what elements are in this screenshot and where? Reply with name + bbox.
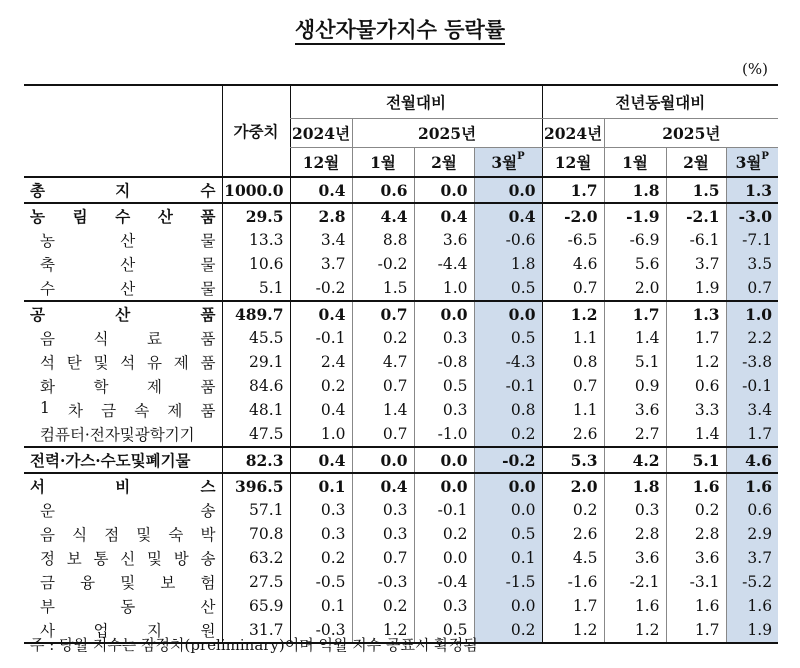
value-cell: -2.0 — [542, 203, 604, 228]
row-label: 사 업 지 원 — [40, 622, 216, 640]
weight-cell: 31.7 — [222, 618, 290, 643]
value-cell: 1.8 — [604, 177, 666, 203]
value-cell: 0.4 — [474, 203, 542, 228]
ppi-table — [24, 84, 778, 644]
value-cell: 1.0 — [414, 276, 474, 301]
value-cell: 0.4 — [290, 301, 352, 326]
value-cell: 2.2 — [726, 326, 778, 350]
value-cell: 0.0 — [474, 594, 542, 618]
weight-cell: 27.5 — [222, 570, 290, 594]
value-cell: 1.6 — [726, 473, 778, 498]
value-cell: 0.3 — [290, 522, 352, 546]
value-cell: 0.3 — [290, 498, 352, 522]
table-row — [24, 326, 778, 350]
month-header: 1월 — [604, 148, 666, 178]
value-cell: -0.8 — [414, 350, 474, 374]
value-cell: 2.0 — [542, 473, 604, 498]
yoy-header: 전년동월대비 — [542, 85, 778, 119]
value-cell: 0.3 — [414, 326, 474, 350]
value-cell: -4.4 — [414, 252, 474, 276]
value-cell: 0.5 — [414, 374, 474, 398]
row-label: 석 탄 및 석 유 제 품 — [40, 354, 216, 372]
weight-cell: 48.1 — [222, 398, 290, 422]
month-header: 1월 — [352, 148, 414, 178]
value-cell: 0.0 — [474, 498, 542, 522]
value-cell: -0.6 — [474, 228, 542, 252]
value-cell: 0.5 — [474, 276, 542, 301]
row-label: 농 림 수 산 품 — [24, 203, 222, 228]
value-cell: 2.8 — [290, 203, 352, 228]
value-cell: -0.2 — [352, 252, 414, 276]
value-cell: 1.4 — [604, 326, 666, 350]
value-cell: 1.7 — [604, 301, 666, 326]
value-cell: 5.1 — [604, 350, 666, 374]
value-cell: 0.6 — [726, 498, 778, 522]
value-cell: 5.6 — [604, 252, 666, 276]
value-cell: 0.2 — [352, 326, 414, 350]
value-cell: -0.2 — [474, 447, 542, 473]
value-cell: 0.8 — [474, 398, 542, 422]
value-cell: 0.2 — [666, 498, 726, 522]
mom-header: 전월대비 — [290, 85, 542, 119]
month-header: 12월 — [542, 148, 604, 178]
weight-cell: 29.5 — [222, 203, 290, 228]
value-cell: 0.2 — [290, 374, 352, 398]
value-cell: 2.9 — [726, 522, 778, 546]
weight-cell: 57.1 — [222, 498, 290, 522]
month-header: 2월 — [414, 148, 474, 178]
row-label: 정 보 통 신 및 방 송 — [40, 550, 216, 568]
row-label: 1 차 금 속 제 품 — [40, 399, 216, 420]
value-cell: 1.5 — [666, 177, 726, 203]
value-cell: 0.3 — [414, 594, 474, 618]
year-2025-header: 2025년 — [604, 119, 778, 148]
value-cell: 0.4 — [352, 473, 414, 498]
value-cell: 2.6 — [542, 422, 604, 447]
row-label: 음 식 점 및 숙 박 — [40, 526, 216, 544]
weight-cell: 29.1 — [222, 350, 290, 374]
value-cell: -0.4 — [414, 570, 474, 594]
value-cell: 4.2 — [604, 447, 666, 473]
table-row — [24, 422, 778, 447]
value-cell: 0.7 — [352, 301, 414, 326]
value-cell: 3.4 — [290, 228, 352, 252]
value-cell: 0.5 — [474, 326, 542, 350]
weight-cell: 396.5 — [222, 473, 290, 498]
value-cell: 3.6 — [666, 546, 726, 570]
value-cell: 2.7 — [604, 422, 666, 447]
value-cell: 4.5 — [542, 546, 604, 570]
value-cell: 3.4 — [726, 398, 778, 422]
value-cell: 1.3 — [666, 301, 726, 326]
table-row — [24, 228, 778, 252]
month-header: 2월 — [666, 148, 726, 178]
value-cell: 3.6 — [414, 228, 474, 252]
value-cell: 1.1 — [542, 398, 604, 422]
label-header — [24, 85, 222, 177]
weight-cell: 84.6 — [222, 374, 290, 398]
value-cell: -0.3 — [352, 570, 414, 594]
table-row — [24, 473, 778, 498]
value-cell: -3.8 — [726, 350, 778, 374]
weight-cell: 13.3 — [222, 228, 290, 252]
month-header: 12월 — [290, 148, 352, 178]
month-header-preliminary: 3월$^P$ — [726, 148, 778, 178]
value-cell: 1.6 — [666, 473, 726, 498]
value-cell: 4.7 — [352, 350, 414, 374]
value-cell: -2.1 — [604, 570, 666, 594]
value-cell: -3.1 — [666, 570, 726, 594]
year-2024-header: 2024년 — [542, 119, 604, 148]
value-cell: 3.3 — [666, 398, 726, 422]
value-cell: 3.7 — [290, 252, 352, 276]
value-cell: -3.0 — [726, 203, 778, 228]
table-row — [24, 301, 778, 326]
value-cell: 3.7 — [726, 546, 778, 570]
table-row — [24, 398, 778, 422]
row-label: 운 송 — [40, 502, 216, 520]
value-cell: 0.0 — [414, 546, 474, 570]
value-cell: 1.8 — [474, 252, 542, 276]
value-cell: 0.3 — [352, 498, 414, 522]
value-cell: 0.0 — [414, 177, 474, 203]
value-cell: 1.9 — [666, 276, 726, 301]
value-cell: 1.4 — [352, 398, 414, 422]
value-cell: -0.1 — [290, 326, 352, 350]
value-cell: 0.1 — [290, 594, 352, 618]
value-cell: 0.7 — [352, 546, 414, 570]
row-label: 전력·가스·수도및폐기물 — [24, 447, 222, 473]
row-label: 컴퓨터·전자및광학기기 — [24, 422, 222, 447]
weight-header: 가중치 — [222, 85, 290, 177]
table-row — [24, 447, 778, 473]
value-cell: 4.6 — [726, 447, 778, 473]
value-cell: -0.3 — [290, 618, 352, 643]
value-cell: 1.2 — [352, 618, 414, 643]
table-row — [24, 177, 778, 203]
weight-cell: 47.5 — [222, 422, 290, 447]
value-cell: -0.5 — [290, 570, 352, 594]
value-cell: 0.3 — [414, 398, 474, 422]
row-label: 음 식 료 품 — [40, 330, 216, 348]
value-cell: 1.2 — [542, 618, 604, 643]
value-cell: -6.5 — [542, 228, 604, 252]
page-title: 생산자물가지수 등락률 — [0, 14, 800, 44]
value-cell: 1.9 — [726, 618, 778, 643]
value-cell: 4.6 — [542, 252, 604, 276]
value-cell: -5.2 — [726, 570, 778, 594]
value-cell: 1.0 — [290, 422, 352, 447]
weight-cell: 63.2 — [222, 546, 290, 570]
value-cell: 0.6 — [666, 374, 726, 398]
value-cell: 1.0 — [726, 301, 778, 326]
value-cell: 0.3 — [352, 522, 414, 546]
value-cell: 1.1 — [542, 326, 604, 350]
table-row — [24, 203, 778, 228]
value-cell: 0.2 — [352, 594, 414, 618]
value-cell: -0.2 — [290, 276, 352, 301]
value-cell: 0.5 — [474, 522, 542, 546]
value-cell: -0.1 — [474, 374, 542, 398]
value-cell: 1.6 — [604, 594, 666, 618]
weight-cell: 489.7 — [222, 301, 290, 326]
weight-cell: 45.5 — [222, 326, 290, 350]
row-label: 화 학 제 품 — [40, 378, 216, 396]
value-cell: 1.2 — [604, 618, 666, 643]
value-cell: 1.3 — [726, 177, 778, 203]
month-header-preliminary: 3월$^P$ — [474, 148, 542, 178]
value-cell: 5.3 — [542, 447, 604, 473]
row-label: 총 지 수 — [24, 177, 222, 203]
value-cell: -0.1 — [726, 374, 778, 398]
value-cell: 0.4 — [290, 177, 352, 203]
row-label: 금 융 및 보 험 — [40, 574, 216, 592]
value-cell: 0.7 — [726, 276, 778, 301]
value-cell: 0.0 — [474, 177, 542, 203]
value-cell: 1.7 — [666, 326, 726, 350]
weight-cell: 70.8 — [222, 522, 290, 546]
row-label: 농 산 물 — [40, 232, 216, 250]
table-row — [24, 570, 778, 594]
value-cell: 2.8 — [604, 522, 666, 546]
row-label: 수 산 물 — [24, 276, 222, 301]
value-cell: -6.1 — [666, 228, 726, 252]
value-cell: -7.1 — [726, 228, 778, 252]
value-cell: 0.0 — [414, 473, 474, 498]
value-cell: 2.4 — [290, 350, 352, 374]
year-2024-header: 2024년 — [290, 119, 352, 148]
value-cell: 0.7 — [542, 374, 604, 398]
value-cell: 3.6 — [604, 546, 666, 570]
row-label: 축 산 물 — [40, 256, 216, 274]
value-cell: 0.0 — [414, 301, 474, 326]
value-cell: 2.8 — [666, 522, 726, 546]
weight-cell: 10.6 — [222, 252, 290, 276]
value-cell: 1.6 — [726, 594, 778, 618]
value-cell: 0.0 — [474, 473, 542, 498]
footnote: 주 : 당월 지수는 잠정치(preliminary)이며 익월 지수 공표시 확정됨 — [30, 636, 478, 654]
value-cell: 2.0 — [604, 276, 666, 301]
table-row — [24, 546, 778, 570]
value-cell: 0.0 — [352, 447, 414, 473]
value-cell: 0.7 — [542, 276, 604, 301]
value-cell: -1.6 — [542, 570, 604, 594]
value-cell: 0.2 — [290, 546, 352, 570]
value-cell: 5.1 — [666, 447, 726, 473]
value-cell: -1.0 — [414, 422, 474, 447]
value-cell: 1.7 — [726, 422, 778, 447]
value-cell: 1.7 — [666, 618, 726, 643]
table-row — [24, 252, 778, 276]
unit-label: (%) — [742, 60, 768, 78]
value-cell: 0.0 — [474, 301, 542, 326]
value-cell: 1.2 — [666, 350, 726, 374]
value-cell: 0.7 — [352, 422, 414, 447]
value-cell: 0.4 — [290, 447, 352, 473]
value-cell: 1.6 — [666, 594, 726, 618]
value-cell: 0.3 — [604, 498, 666, 522]
value-cell: 3.6 — [604, 398, 666, 422]
value-cell: 1.7 — [542, 594, 604, 618]
year-2025-header: 2025년 — [352, 119, 542, 148]
value-cell: 0.5 — [414, 618, 474, 643]
row-label: 서 비 스 — [24, 473, 222, 498]
weight-cell: 5.1 — [222, 276, 290, 301]
weight-cell: 82.3 — [222, 447, 290, 473]
value-cell: -4.3 — [474, 350, 542, 374]
value-cell: 1.2 — [542, 301, 604, 326]
value-cell: 3.7 — [666, 252, 726, 276]
value-cell: 0.1 — [290, 473, 352, 498]
value-cell: 3.5 — [726, 252, 778, 276]
table-row — [24, 276, 778, 301]
value-cell: -1.5 — [474, 570, 542, 594]
value-cell: -0.1 — [414, 498, 474, 522]
value-cell: 1.4 — [666, 422, 726, 447]
weight-cell: 65.9 — [222, 594, 290, 618]
value-cell: 4.4 — [352, 203, 414, 228]
value-cell: -2.1 — [666, 203, 726, 228]
value-cell: 2.6 — [542, 522, 604, 546]
value-cell: 1.5 — [352, 276, 414, 301]
value-cell: 0.6 — [352, 177, 414, 203]
value-cell: 1.8 — [604, 473, 666, 498]
value-cell: -1.9 — [604, 203, 666, 228]
value-cell: 0.7 — [352, 374, 414, 398]
value-cell: 0.2 — [474, 422, 542, 447]
weight-cell: 1000.0 — [222, 177, 290, 203]
table-row — [24, 522, 778, 546]
value-cell: 0.2 — [474, 618, 542, 643]
row-label: 부 동 산 — [40, 598, 216, 616]
value-cell: 0.0 — [414, 447, 474, 473]
table-row — [24, 594, 778, 618]
value-cell: 0.2 — [414, 522, 474, 546]
value-cell: 0.4 — [414, 203, 474, 228]
table-row — [24, 374, 778, 398]
value-cell: 0.4 — [290, 398, 352, 422]
value-cell: 1.7 — [542, 177, 604, 203]
value-cell: 0.2 — [542, 498, 604, 522]
value-cell: 8.8 — [352, 228, 414, 252]
value-cell: 0.1 — [474, 546, 542, 570]
value-cell: 0.9 — [604, 374, 666, 398]
table-row — [24, 350, 778, 374]
table-row — [24, 498, 778, 522]
value-cell: -6.9 — [604, 228, 666, 252]
row-label: 공 산 품 — [24, 301, 222, 326]
value-cell: 0.8 — [542, 350, 604, 374]
